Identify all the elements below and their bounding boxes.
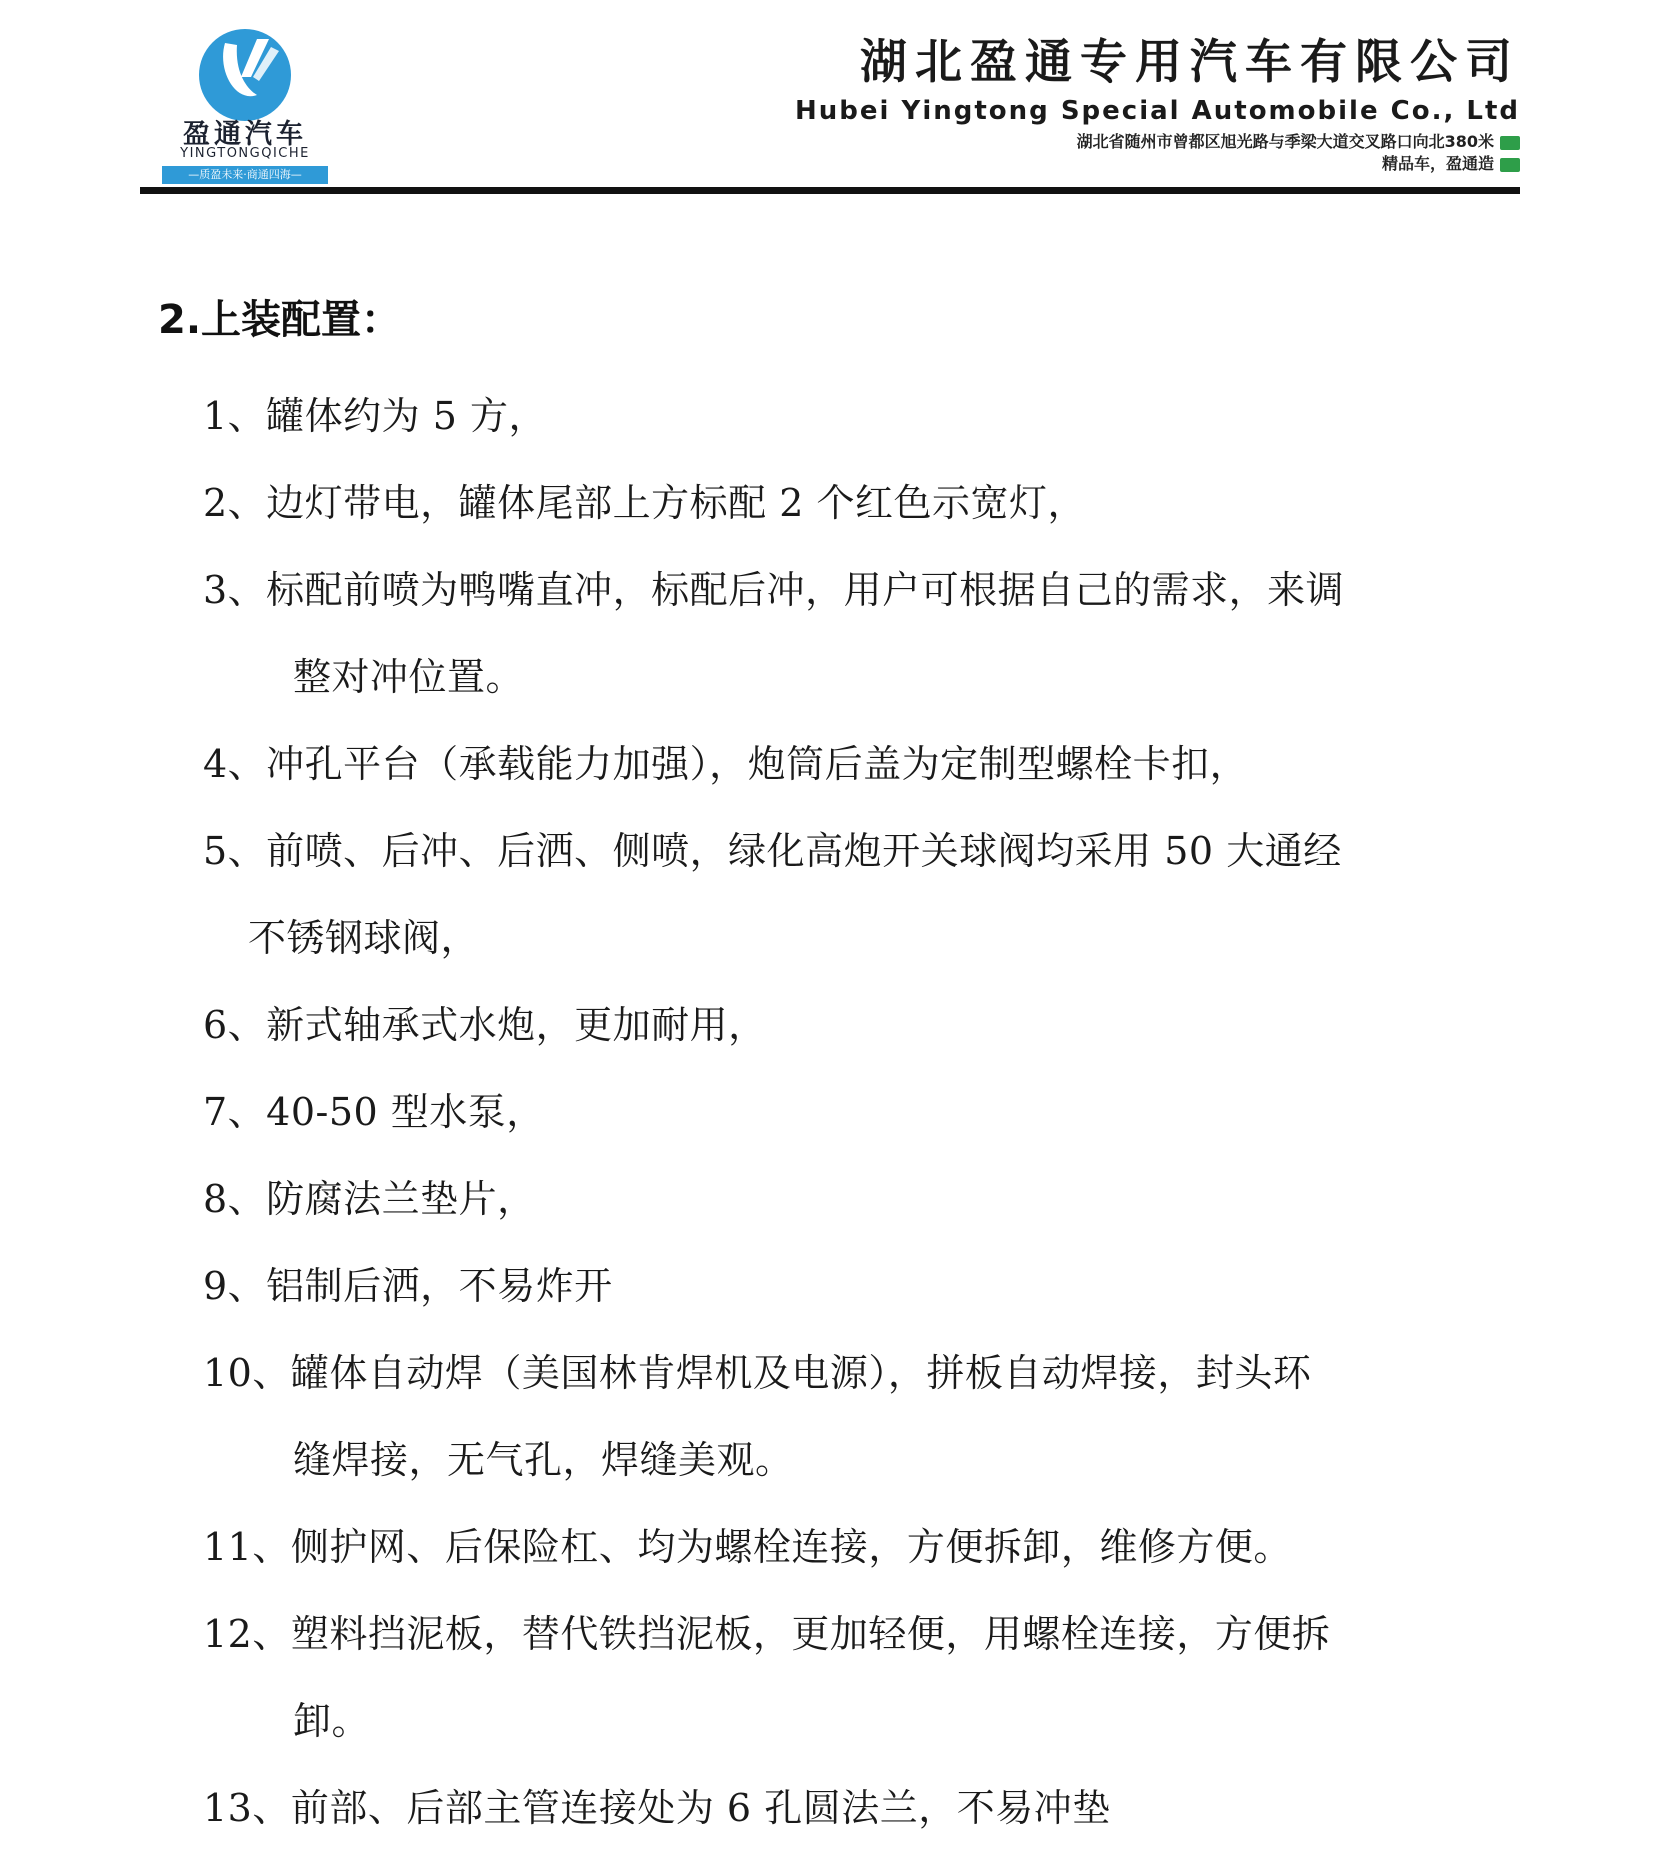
list-item-continuation: 缝焊接，无气孔，焊缝美观。 <box>293 1438 794 1482</box>
list-item: 11、侧护网、后保险杠、均为螺栓连接，方便拆卸，维修方便。 <box>203 1525 1292 1569</box>
section-heading: 2.上装配置： <box>158 297 402 343</box>
yingtong-logo-icon <box>195 25 295 125</box>
company-tagline: 精品车，盈通造 <box>1381 154 1494 173</box>
logo-badge-icon <box>1500 158 1520 172</box>
company-address-row <box>795 131 1520 153</box>
list-item: 1、罐体约为 5 方， <box>203 394 548 438</box>
list-item: 10、罐体自动焊（美国林肯焊机及电源），拼板自动焊接，封头环 <box>203 1351 1312 1395</box>
letterhead <box>140 20 1520 185</box>
list-item: 12、塑料挡泥板，替代铁挡泥板，更加轻便，用螺栓连接，方便拆 <box>203 1612 1331 1656</box>
logo-pinyin: YINGTONGQICHE <box>180 146 310 161</box>
list-item: 3、标配前喷为鸭嘴直冲，标配后冲，用户可根据自己的需求，来调 <box>203 568 1345 612</box>
list-item: 8、防腐法兰垫片， <box>203 1177 536 1221</box>
list-item: 13、前部、后部主管连接处为 6 孔圆法兰，不易冲垫 <box>203 1786 1111 1830</box>
list-item: 7、40-50 型水泵， <box>203 1090 545 1134</box>
company-info <box>795 35 1520 175</box>
list-item: 6、新式轴承式水炮，更加耐用， <box>203 1003 767 1047</box>
list-item: 5、前喷、后冲、后洒、侧喷，绿化高炮开关球阀均采用 50 大通经 <box>203 829 1342 873</box>
logo-chinese-name: 盈通汽车 <box>183 119 307 150</box>
document-body <box>158 285 1508 1852</box>
list-item: 2、边灯带电，罐体尾部上方标配 2 个红色示宽灯， <box>203 481 1087 525</box>
header-divider <box>140 187 1520 194</box>
list-item: 9、铝制后洒，不易炸开 <box>203 1264 613 1308</box>
list-item: 4、冲孔平台（承载能力加强），炮筒后盖为定制型螺栓卡扣， <box>203 742 1249 786</box>
list-item-continuation: 整对冲位置。 <box>293 655 525 699</box>
location-badge-icon <box>1500 136 1520 150</box>
company-name-cn: 湖北盈通专用汽车有限公司 <box>860 35 1520 90</box>
company-address: 湖北省随州市曾都区旭光路与季梁大道交叉路口向北380米 <box>1076 132 1494 151</box>
company-logo <box>160 20 330 185</box>
company-name-en: Hubei Yingtong Special Automobile Co., Ltd <box>795 96 1520 126</box>
list-item-continuation: 卸。 <box>293 1699 371 1743</box>
list-item-continuation: 不锈钢球阀， <box>248 916 480 960</box>
company-tagline-row <box>795 153 1520 175</box>
logo-slogan: —质盈未来·商通四海— <box>162 166 328 184</box>
